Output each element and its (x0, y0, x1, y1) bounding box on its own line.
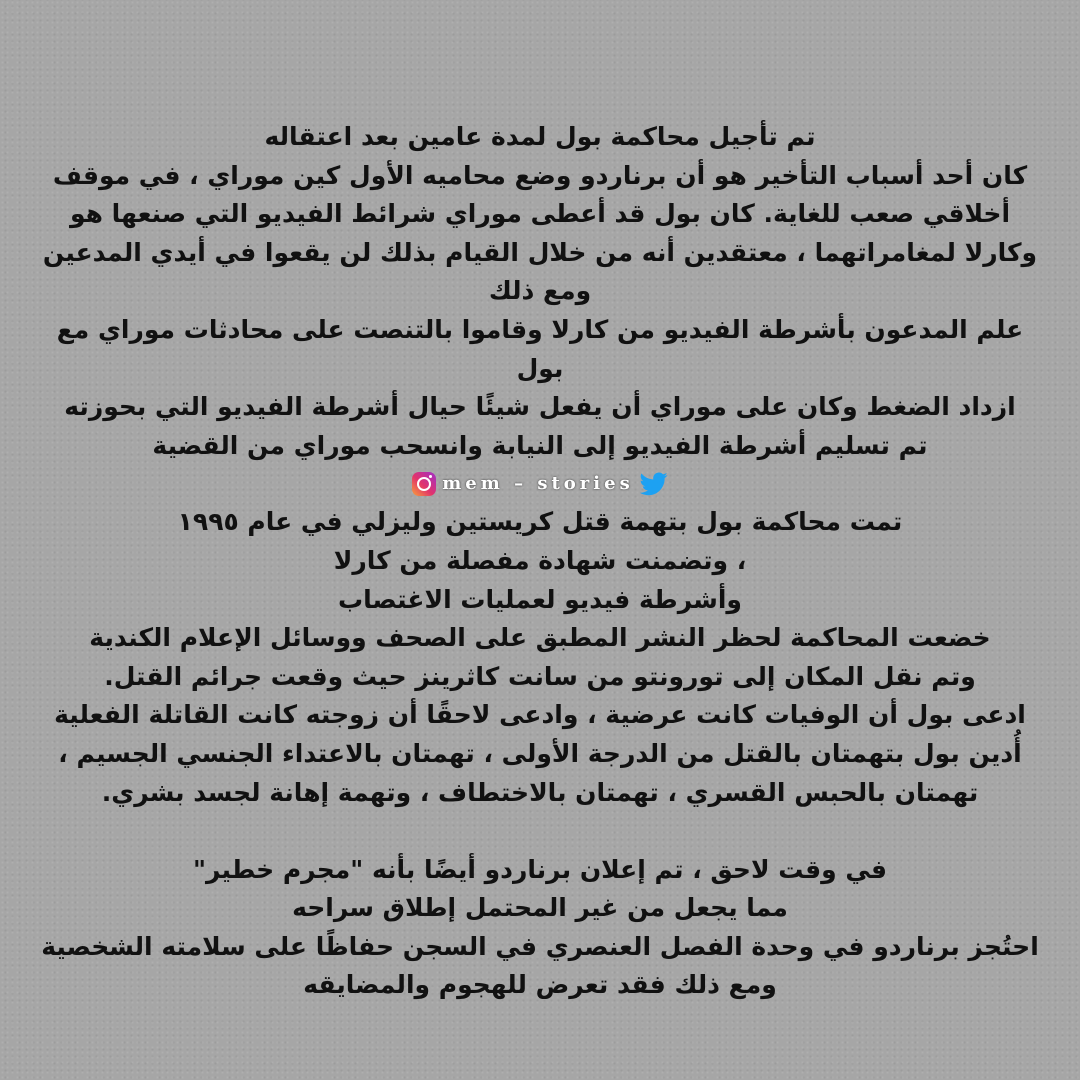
text-line: تمت محاكمة بول بتهمة قتل كريستين وليزلي في عام ١٩٩٥ (177, 507, 903, 537)
text-line: احتُجز برناردو في وحدة الفصل العنصري في السجن حفاظًا على سلامته الشخصية (41, 931, 1039, 961)
text-line: بول (516, 353, 564, 383)
text-line: ازداد الضغط وكان على موراي أن يفعل شيئًا حيال أشرطة الفيديو التي بحوزته (64, 392, 1016, 422)
instagram-icon (412, 472, 436, 496)
paragraph-trial (20, 503, 1060, 812)
text-line: ادعى بول أن الوفيات كانت عرضية ، وادعى لاحقًا أن زوجته كانت القاتلة الفعلية (54, 700, 1026, 730)
text-line: ومع ذلك (488, 276, 592, 306)
watermark-handle: mem – stories (442, 473, 634, 495)
paragraph-delay (20, 118, 1060, 465)
text-line: أُدين بول بتهمتان بالقتل من الدرجة الأولى ، تهمتان بالاعتداء الجنسي الجسيم ، (58, 738, 1022, 768)
text-line: كان أحد أسباب التأخير هو أن برناردو وضع محاميه الأول كين موراي ، في موقف (52, 160, 1028, 190)
twitter-icon (640, 472, 668, 496)
text-line: وتم نقل المكان إلى تورونتو من سانت كاثرينز حيث وقعت جرائم القتل. (104, 661, 976, 691)
paragraph-spacer (20, 812, 1060, 851)
text-line: تم تسليم أشرطة الفيديو إلى النيابة وانسحب موراي من القضية (152, 430, 928, 460)
text-line: تهمتان بالحبس القسري ، تهمتان بالاختطاف ، وتهمة إهانة لجسد بشري. (101, 777, 979, 807)
paragraph-dangerous-offender (20, 851, 1060, 1005)
post-text (20, 118, 1060, 1005)
text-line: خضعت المحاكمة لحظر النشر المطبق على الصحف ووسائل الإعلام الكندية (89, 623, 991, 653)
text-line: أخلاقي صعب للغاية. كان بول قد أعطى موراي شرائط الفيديو التي صنعها هو (69, 199, 1011, 229)
text-line: وأشرطة فيديو لعمليات الاغتصاب (338, 584, 742, 614)
text-line: وكارلا لمغامراتهما ، معتقدين أنه من خلال القيام بذلك لن يقعوا في أيدي المدعين (42, 237, 1038, 267)
text-line: تم تأجيل محاكمة بول لمدة عامين بعد اعتقاله (264, 122, 816, 151)
text-line: مما يجعل من غير المحتمل إطلاق سراحه (292, 893, 788, 923)
text-line: علم المدعون بأشرطة الفيديو من كارلا وقاموا بالتنصت على محادثات موراي مع (56, 314, 1024, 344)
text-line: في وقت لاحق ، تم إعلان برناردو أيضًا بأنه "مجرم خطير" (192, 854, 888, 884)
text-line: ومع ذلك فقد تعرض للهجوم والمضايقه (303, 970, 777, 1000)
watermark (20, 465, 1060, 503)
text-line: ، وتضمنت شهادة مفصلة من كارلا (333, 545, 747, 575)
